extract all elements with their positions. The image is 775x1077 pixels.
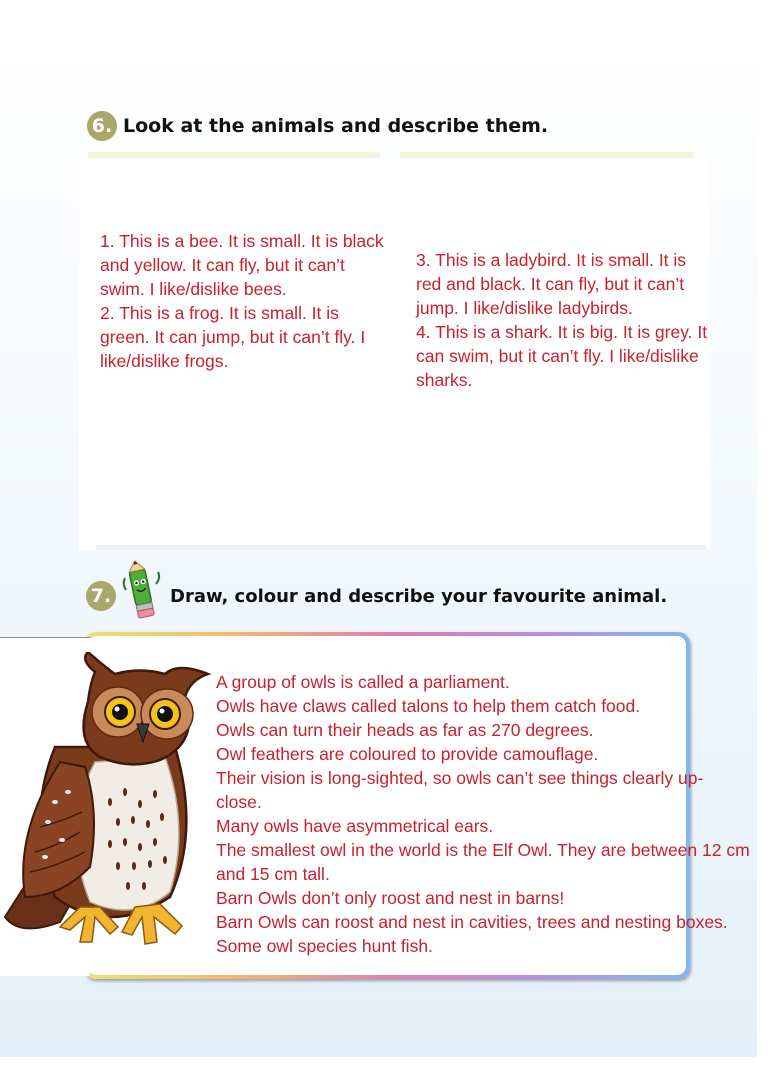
fact-item: Owls have claws called talons to help them catch food.	[216, 696, 641, 716]
pasted-image-edge	[0, 637, 90, 638]
panel-bottom-divider	[96, 545, 706, 550]
fact-item: Owl feathers are coloured to provide camouflage.	[216, 744, 599, 764]
pencil-mascot-icon	[120, 560, 164, 620]
fact-item: Many owls have asymmetrical ears.	[216, 816, 494, 836]
answer-paragraph: 4. This is a shark. It is big. It is grey. It can swim, but it can’t fly. I like/dislike sharks.	[416, 322, 708, 390]
section-6-heading	[87, 111, 548, 141]
answers-column-left	[100, 229, 390, 373]
section-7-heading	[86, 572, 667, 620]
section-number-badge: 6.	[87, 111, 117, 141]
panel-divider-left	[88, 152, 380, 158]
fact-item: Owls can turn their heads as far as 270 degrees.	[216, 720, 594, 740]
fact-item: Barn Owls can roost and nest in cavities, trees and nesting boxes.	[216, 912, 728, 932]
answers-column-right	[416, 248, 716, 392]
fact-item: Barn Owls don’t only roost and nest in barns!	[216, 888, 565, 908]
section-title: Look at the animals and describe them.	[123, 115, 549, 137]
answer-paragraph: 2. This is a frog. It is small. It is green. It can jump, but it can’t fly. I like/dislike frogs.	[100, 303, 366, 371]
owl-illustration	[0, 652, 220, 962]
panel-divider-right	[400, 152, 693, 158]
section-number-badge: 7.	[86, 581, 116, 611]
answer-paragraph: 3. This is a ladybird. It is small. It is red and black. It can fly, but it can’t jump. I like/dislike ladybirds.	[416, 250, 687, 318]
fact-item: Some owl species hunt fish.	[216, 936, 433, 956]
fact-item: Their vision is long-sighted, so owls can’t see things clearly up-close.	[216, 768, 704, 812]
fact-item: The smallest owl in the world is the Elf Owl. They are between 12 cm and 15 cm tall.	[216, 840, 750, 884]
fact-item: A group of owls is called a parliament.	[216, 672, 510, 692]
answer-paragraph: 1. This is a bee. It is small. It is black and yellow. It can fly, but it can’t swim. I like/dislike bees.	[100, 231, 384, 299]
owl-facts-list	[216, 670, 766, 958]
section-title: Draw, colour and describe your favourite animal.	[170, 585, 668, 607]
